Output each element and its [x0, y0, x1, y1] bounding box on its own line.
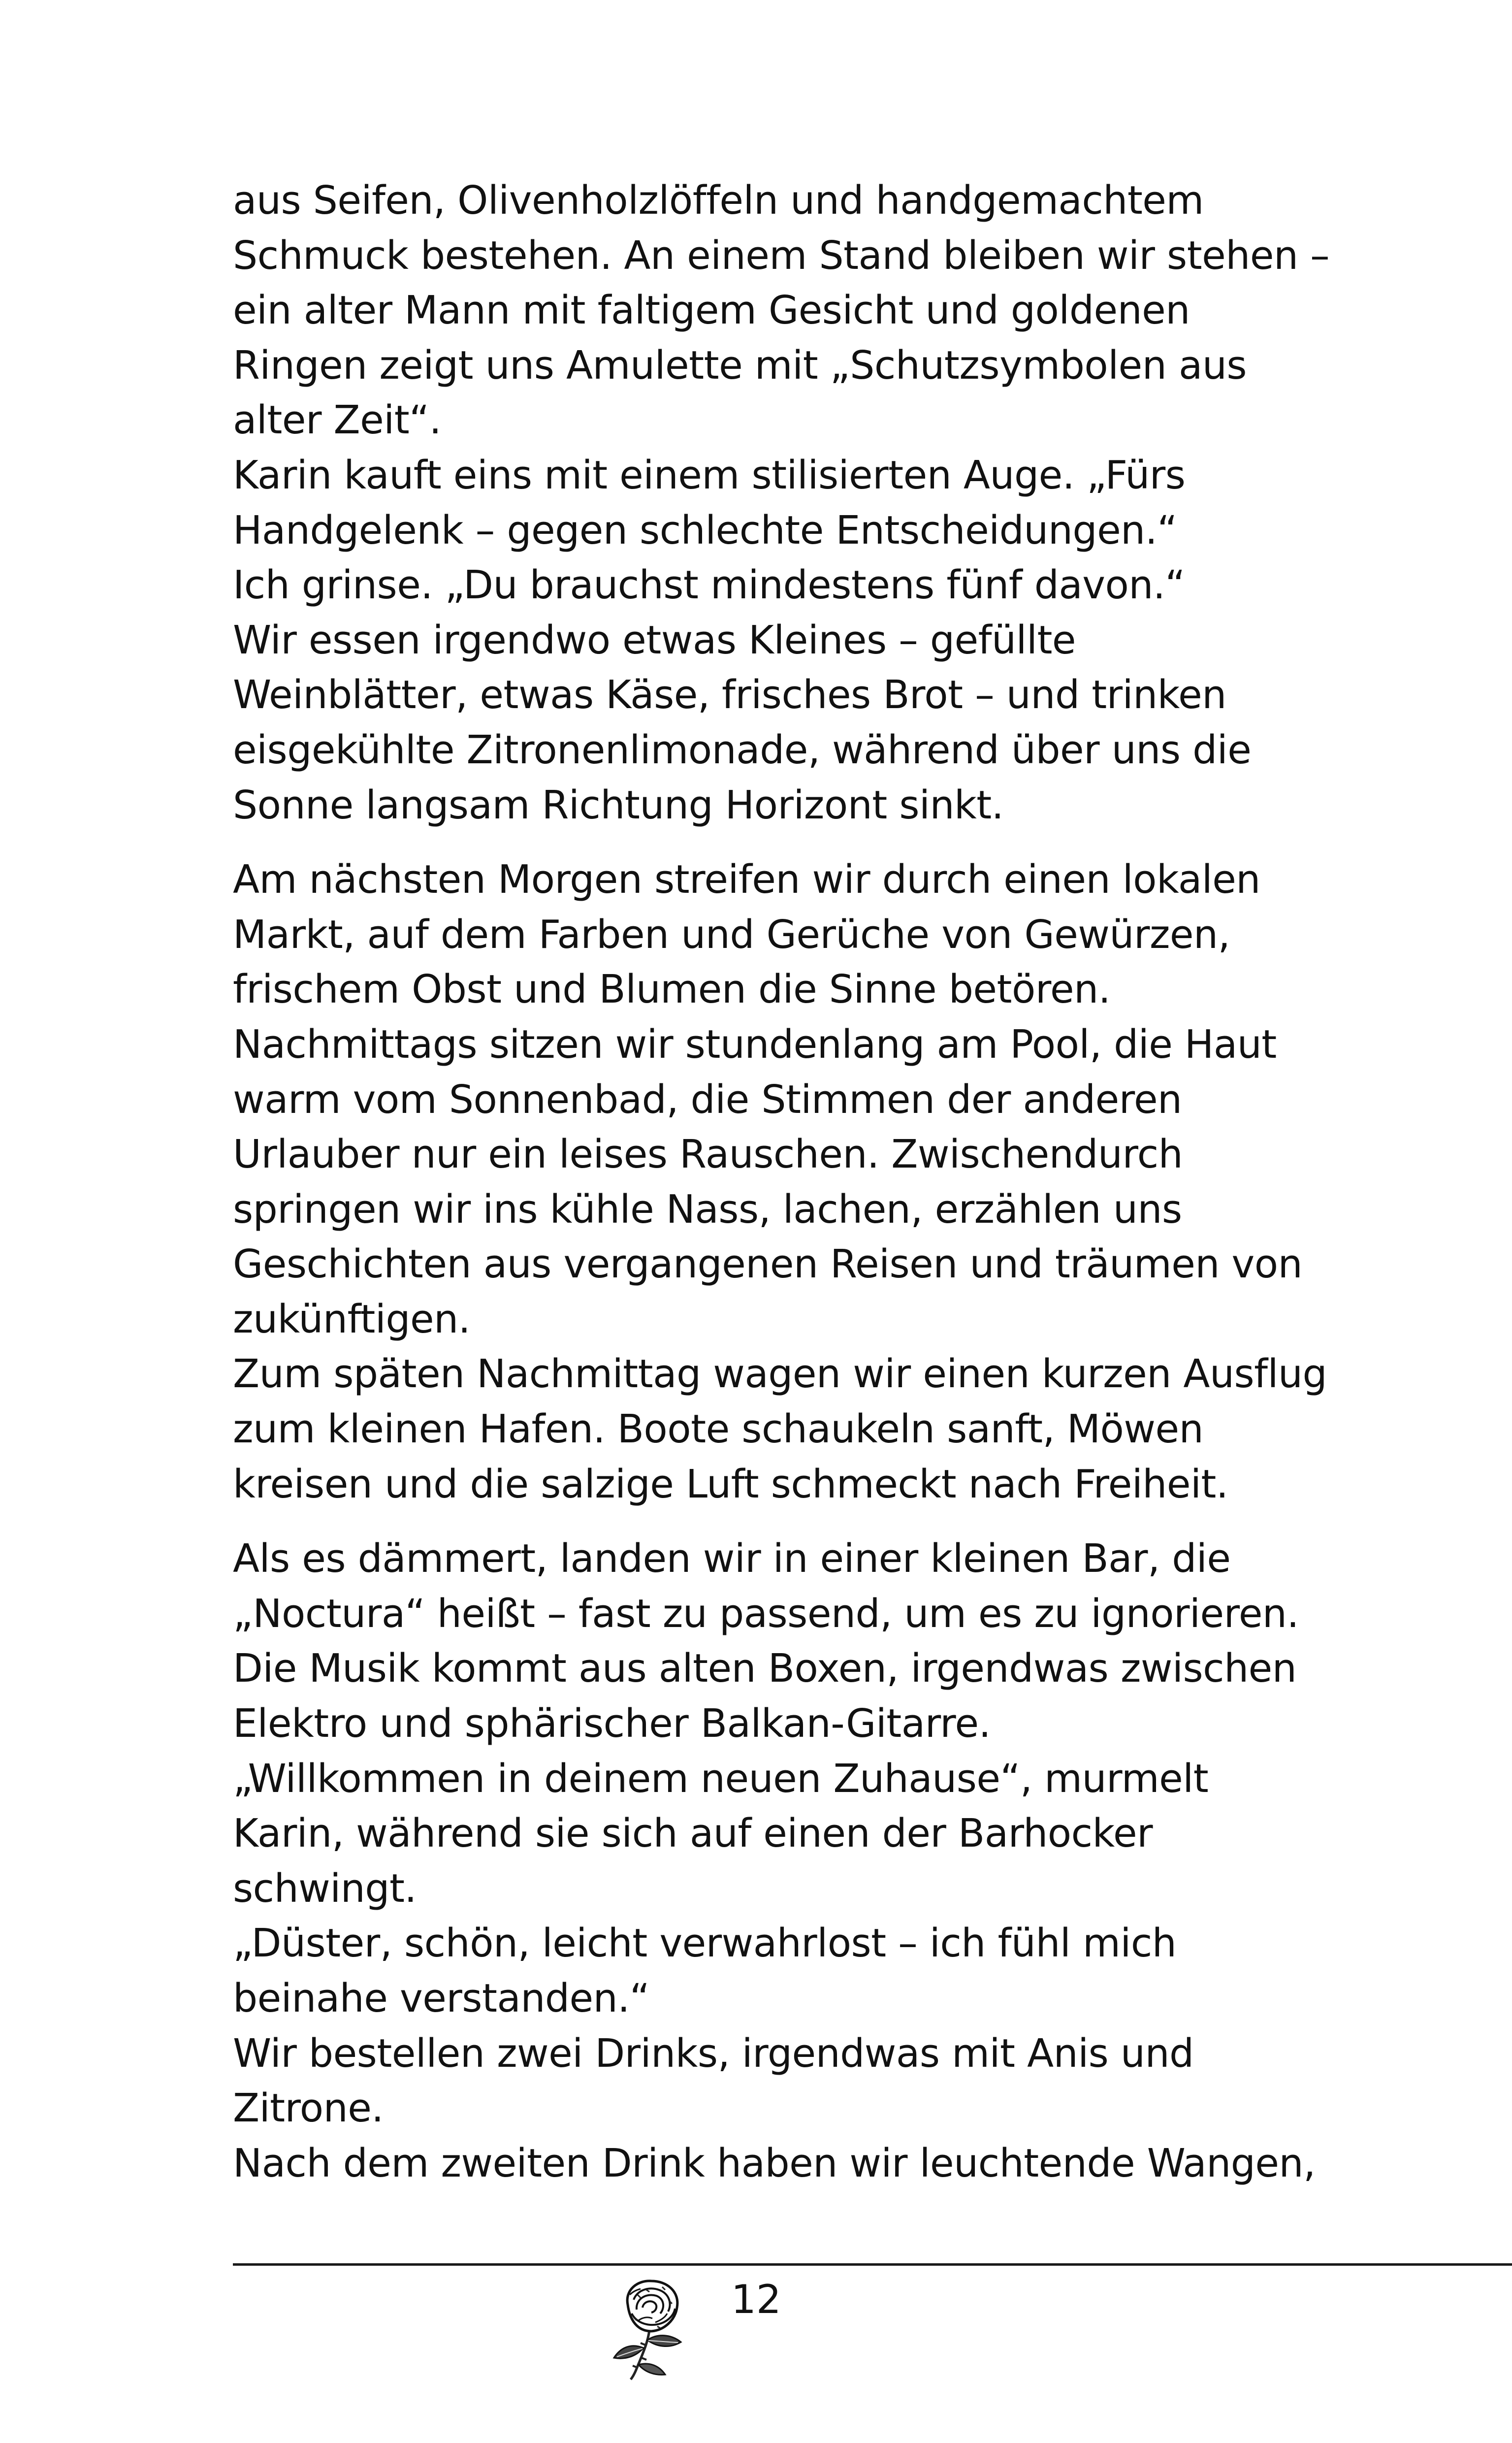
body-text: [233, 173, 1341, 2211]
text-line: Karin kauft eins mit einem stilisierten Auge. „Fürs: [233, 452, 1186, 498]
text-line: kreisen und die salzige Luft schmeckt nach Freiheit.: [233, 1461, 1228, 1507]
text-line: Ringen zeigt uns Amulette mit „Schutzsymbolen aus: [233, 342, 1247, 388]
text-line: Ich grinse. „Du brauchst mindestens fünf davon.“: [233, 562, 1185, 608]
text-line: alter Zeit“.: [233, 397, 442, 443]
text-line: eisgekühlte Zitronenlimonade, während über uns die: [233, 727, 1252, 773]
paragraph-3: [233, 1531, 1341, 2191]
text-line: schwingt.: [233, 1865, 417, 1911]
text-line: Die Musik kommt aus alten Boxen, irgendwas zwischen: [233, 1646, 1297, 1692]
text-line: ein alter Mann mit faltigem Gesicht und goldenen: [233, 288, 1190, 333]
paragraph-2: [233, 852, 1341, 1512]
text-line: Nachmittags sitzen wir stundenlang am Pool, die Haut: [233, 1021, 1277, 1067]
text-line: frischem Obst und Blumen die Sinne betören.: [233, 967, 1111, 1012]
text-line: „Noctura“ heißt – fast zu passend, um es zu ignorieren.: [233, 1591, 1299, 1636]
rose-icon: [608, 2275, 694, 2381]
text-line: Zum späten Nachmittag wagen wir einen kurzen Ausflug: [233, 1351, 1327, 1397]
paragraph-1: [233, 173, 1341, 833]
footer-divider: [233, 2263, 1512, 2266]
text-line: aus Seifen, Olivenholzlöffeln und handgemachtem: [233, 178, 1204, 223]
text-line: Als es dämmert, landen wir in einer kleinen Bar, die: [233, 1536, 1231, 1582]
text-line: Geschichten aus vergangenen Reisen und träumen von: [233, 1241, 1303, 1287]
text-line: Urlauber nur ein leises Rauschen. Zwischendurch: [233, 1132, 1183, 1177]
text-line: Am nächsten Morgen streifen wir durch einen lokalen: [233, 857, 1260, 903]
text-line: Handgelenk – gegen schlechte Entscheidungen.“: [233, 507, 1177, 553]
text-line: Zitrone.: [233, 2085, 384, 2131]
text-line: beinahe verstanden.“: [233, 1976, 650, 2021]
text-line: Markt, auf dem Farben und Gerüche von Gewürzen,: [233, 912, 1230, 957]
text-line: zum kleinen Hafen. Boote schaukeln sanft, Möwen: [233, 1406, 1204, 1452]
text-line: warm vom Sonnenbad, die Stimmen der anderen: [233, 1076, 1182, 1122]
text-line: Karin, während sie sich auf einen der Barhocker: [233, 1811, 1153, 1857]
text-line: Sonne langsam Richtung Horizont sinkt.: [233, 782, 1004, 828]
text-line: Wir essen irgendwo etwas Kleines – gefüllte: [233, 617, 1076, 663]
page-number: 12: [731, 2277, 781, 2322]
text-line: Wir bestellen zwei Drinks, irgendwas mit Anis und: [233, 2030, 1194, 2076]
text-line: „Düster, schön, leicht verwahrlost – ich fühl mich: [233, 1921, 1177, 1966]
text-line: zukünftigen.: [233, 1296, 471, 1342]
text-line: Schmuck bestehen. An einem Stand bleiben wir stehen –: [233, 232, 1330, 278]
text-line: Nach dem zweiten Drink haben wir leuchtende Wangen,: [233, 2140, 1316, 2186]
text-line: springen wir ins kühle Nass, lachen, erzählen uns: [233, 1186, 1182, 1232]
text-line: „Willkommen in deinem neuen Zuhause“, murmelt: [233, 1756, 1209, 1801]
text-line: Elektro und sphärischer Balkan-Gitarre.: [233, 1701, 991, 1747]
text-line: Weinblätter, etwas Käse, frisches Brot – und trinken: [233, 672, 1226, 718]
